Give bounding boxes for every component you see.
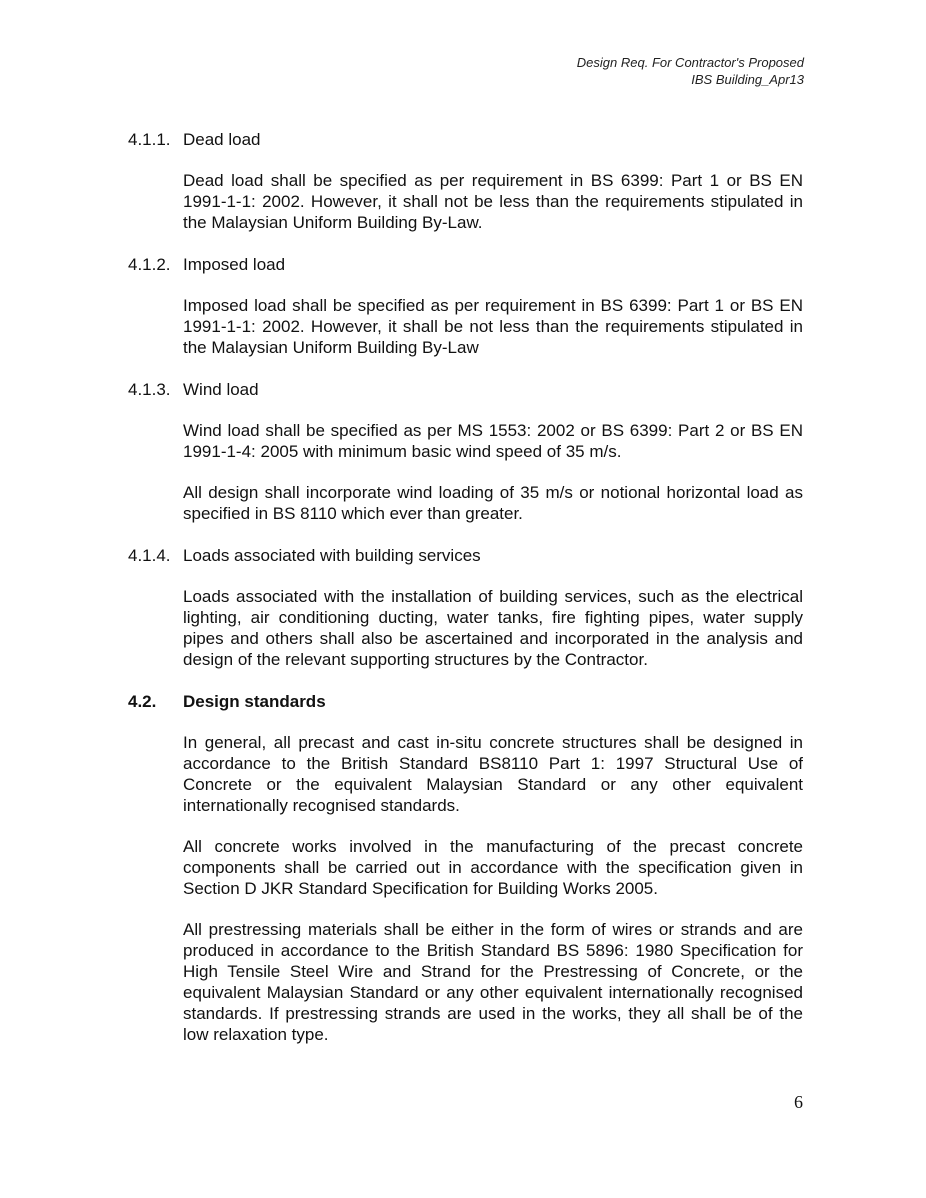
section-title: Design standards: [183, 692, 326, 711]
page-number: 6: [794, 1092, 803, 1112]
paragraph-wind-load-1: Wind load shall be specified as per MS 1553: 2002 or BS 6399: Part 2 or BS EN 1991-1-4: 2005 with minimum basic wind speed of 35 m/s.: [183, 421, 803, 461]
subsection-number: 4.1.2.: [128, 255, 171, 274]
subsection-title: Loads associated with building services: [183, 546, 481, 565]
subsection-title: Imposed load: [183, 255, 286, 274]
subsection-title: Wind load: [183, 380, 259, 399]
subsection-heading-building-services-loads: [128, 545, 803, 566]
paragraph-design-standards-2: All concrete works involved in the manufacturing of the precast concrete components shall be carried out in accordance with the specification given in Section D JKR Standard Specification for Building Works 2005.: [183, 837, 803, 898]
running-header-line-2: IBS Building_Apr13: [691, 72, 804, 87]
section-heading-design-standards: [128, 691, 803, 712]
paragraph-building-services-loads: Loads associated with the installation of building services, such as the electrical lighting, air conditioning ducting, water tanks, fire fighting pipes, water supply pipes and others shall also be ascertained and incorporated in the analysis and design of the relevant supporting structures by the Contractor.: [183, 587, 803, 669]
paragraph-dead-load: Dead load shall be specified as per requirement in BS 6399: Part 1 or BS EN 1991-1-1: 2002. However, it shall not be less than the requirements stipulated in the Malaysian Uniform Building By-Law.: [183, 171, 803, 232]
subsection-heading-imposed-load: [128, 254, 803, 275]
paragraph-design-standards-1: In general, all precast and cast in-situ concrete structures shall be designed in accordance to the British Standard BS8110 Part 1: 1997 Structural Use of Concrete or the equivalent Malaysian Standard or any other equivalent internationally recognised standards.: [183, 733, 803, 815]
subsection-number: 4.1.4.: [128, 546, 171, 565]
subsection-title: Dead load: [183, 130, 261, 149]
page-content: [128, 129, 803, 1065]
running-header: [577, 54, 804, 88]
paragraph-wind-load-2: All design shall incorporate wind loading of 35 m/s or notional horizontal load as specified in BS 8110 which ever than greater.: [183, 483, 803, 523]
subsection-number: 4.1.3.: [128, 380, 171, 399]
running-header-line-1: Design Req. For Contractor's Proposed: [576, 55, 804, 70]
subsection-number: 4.1.1.: [128, 130, 171, 149]
subsection-heading-dead-load: [128, 129, 803, 150]
paragraph-design-standards-3: All prestressing materials shall be either in the form of wires or strands and are produced in accordance to the British Standard BS 5896: 1980 Specification for High Tensile Steel Wire and Strand for the Prestressing of Concrete, or the equivalent Malaysian Standard or any other equivalent internationally recognised standards. If prestressing strands are used in the works, they all shall be of the low relaxation type.: [183, 920, 803, 1044]
paragraph-imposed-load: Imposed load shall be specified as per requirement in BS 6399: Part 1 or BS EN 1991-1-1: 2002. However, it shall be not less than the requirements stipulated in the Malaysian Uniform Building By-Law: [183, 296, 803, 357]
subsection-heading-wind-load: [128, 379, 803, 400]
section-number: 4.2.: [128, 692, 157, 711]
